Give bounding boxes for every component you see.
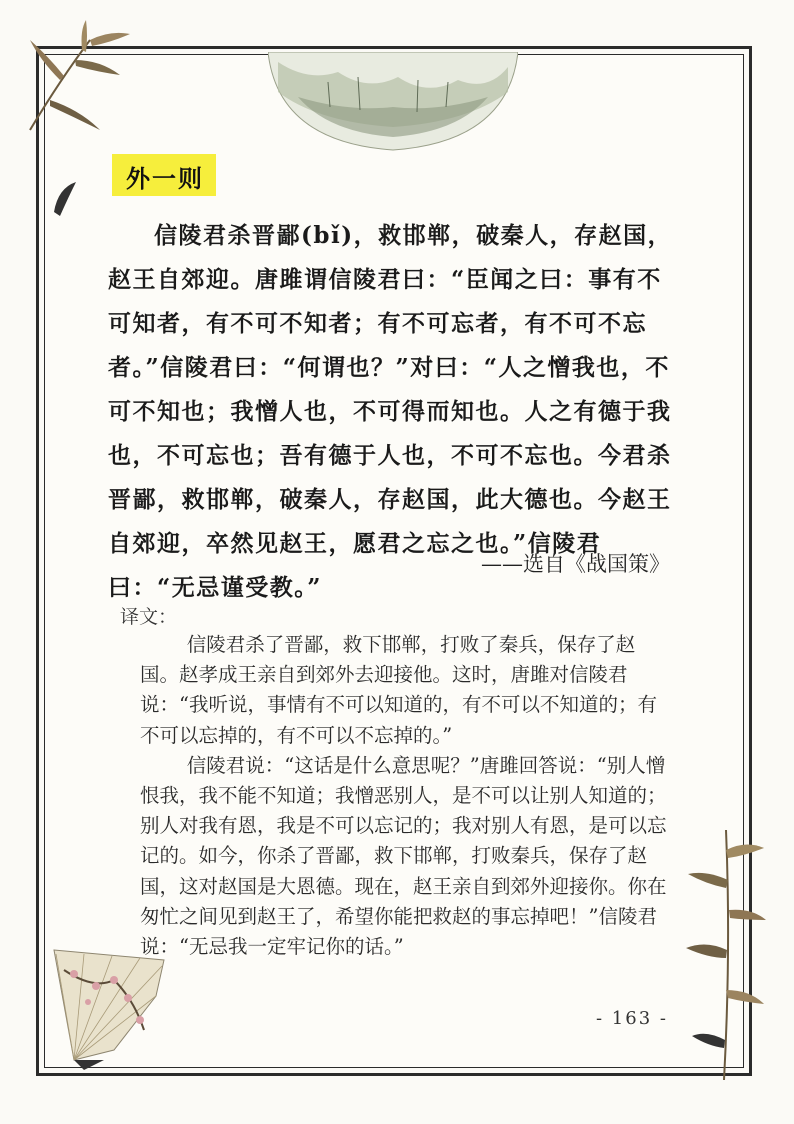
landscape-fan-illustration bbox=[268, 52, 518, 152]
section-title: 外一则 bbox=[126, 165, 204, 193]
page-number: - 163 - bbox=[596, 1008, 668, 1029]
source-citation: ——选自《战国策》 bbox=[481, 552, 670, 576]
bamboo-leaves-decoration bbox=[20, 20, 150, 140]
ink-brush-stroke bbox=[50, 178, 80, 218]
translation-paragraph: 信陵君说：“这话是什么意思呢？”唐雎回答说：“别人憎恨我，我不能不知道；我憎恶别人，是不可以让别人知道的；别人对我有恩，我是不可以忘记的；我对别人有恩，是可以忘记的。如今，你杀了晋鄙，救下邯郸，打败秦兵，保存了赵国，这对赵国是大恩德。现在，赵王亲自到郊外迎接你。你在匆忙之间见到赵王了，希望你能把救赵的事忘掉吧！”信陵君说：“无忌我一定牢记你的话。” bbox=[140, 753, 667, 959]
translation-label: 译文： bbox=[120, 606, 178, 628]
translation-paragraph: 信陵君杀了晋鄙，救下邯郸，打败了秦兵，保存了赵国。赵孝成王亲自到郊外去迎接他。这时，唐雎对信陵君说：“我听说，事情有不可以知道的，有不可以不知道的；有不可以忘掉的，有不可以不忘掉的。” bbox=[140, 633, 657, 747]
original-paragraph: 信陵君杀晋鄙(bǐ)，救邯郸，破秦人，存赵国，赵王自郊迎。唐雎谓信陵君曰：“臣闻之曰：事有不可知者，有不可不知者；有不可忘者，有不可不忘者。”信陵君曰：“何谓也？”对曰：“人之憎我也，不可不知也；我憎人也，不可得而知也。人之有德于我也，不可忘也；吾有德于人也，不可不忘也。今君杀晋鄙，救邯郸，破秦人，存赵国，此大德也。今赵王自郊迎，卒然见赵王，愿君之忘之也。”信陵君曰：“无忌谨受教。” bbox=[108, 222, 673, 601]
translation-text bbox=[140, 630, 672, 962]
bamboo-leaves-decoration bbox=[686, 830, 766, 1080]
plum-blossom-fan-illustration bbox=[44, 940, 174, 1070]
